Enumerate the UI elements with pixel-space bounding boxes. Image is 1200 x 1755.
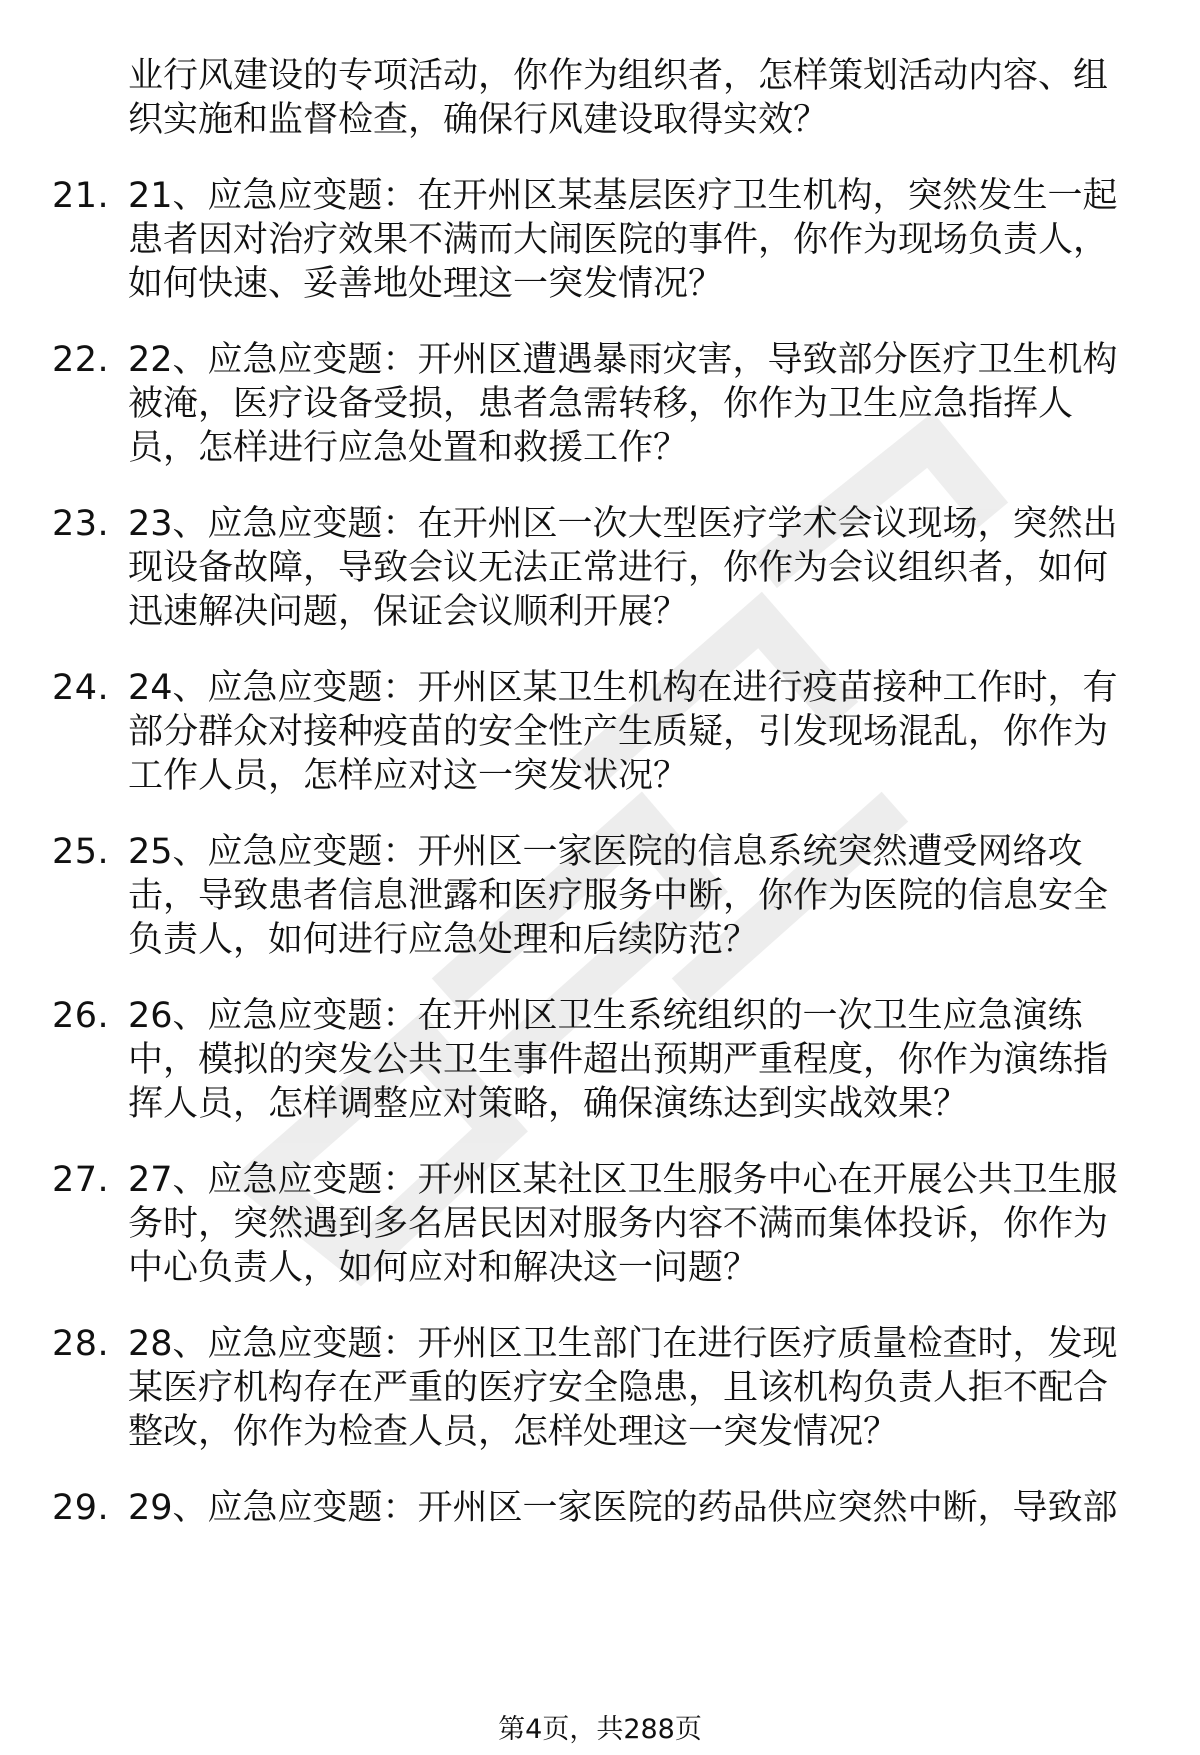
item-text: 26、应急应变题：在开州区卫生系统组织的一次卫生应急演练 中，模拟的突发公共卫生事件超出预期严重程度，你作为演练指 挥人员，怎样调整应对策略，确保演练达到实战效果？ — [128, 996, 1109, 1124]
item-text: 27、应急应变题：开州区某社区卫生服务中心在开展公共卫生服 务时，突然遇到多名居民因对服务内容不满而集体投诉，你作为 中心负责人，如何应对和解决这一问题？ — [128, 1160, 1118, 1288]
item-number: 26. — [52, 996, 110, 1036]
item-number: 28. — [52, 1324, 110, 1364]
item-text: 25、应急应变题：开州区一家医院的信息系统突然遭受网络攻 击，导致患者信息泄露和医疗服务中断，你作为医院的信息安全 负责人，如何进行应急处理和后续防范？ — [128, 832, 1109, 960]
item-text: 22、应急应变题：开州区遭遇暴雨灾害，导致部分医疗卫生机构 被淹，医疗设备受损，患者急需转移，你作为卫生应急指挥人 员，怎样进行应急处置和救援工作？ — [128, 340, 1118, 468]
page-number-footer: 第4页，共288页 — [498, 1714, 702, 1745]
item-number: 27. — [52, 1160, 110, 1200]
item-number: 23. — [52, 504, 110, 544]
item-text: 28、应急应变题：开州区卫生部门在进行医疗质量检查时，发现 某医疗机构存在严重的医疗安全隐患，且该机构负责人拒不配合 整改，你作为检查人员，怎样处理这一突发情况？ — [128, 1324, 1118, 1452]
continuation-text: 业行风建设的专项活动，你作为组织者，怎样策划活动内容、组 织实施和监督检查，确保行风建设取得实效？ — [128, 56, 1109, 140]
item-number: 22. — [52, 340, 110, 380]
item-number: 24. — [52, 668, 110, 708]
item-number: 21. — [52, 176, 110, 216]
item-text: 24、应急应变题：开州区某卫生机构在进行疫苗接种工作时，有 部分群众对接种疫苗的安全性产生质疑，引发现场混乱，你作为 工作人员，怎样应对这一突发状况？ — [128, 668, 1118, 796]
item-number: 25. — [52, 832, 110, 872]
item-number: 29. — [52, 1488, 110, 1528]
item-text: 23、应急应变题：在开州区一次大型医疗学术会议现场，突然出 现设备故障，导致会议无法正常进行，你作为会议组织者，如何 迅速解决问题，保证会议顺利开展？ — [128, 504, 1118, 632]
item-text: 21、应急应变题：在开州区某基层医疗卫生机构，突然发生一起 患者因对治疗效果不满而大闹医院的事件，你作为现场负责人， 如何快速、妥善地处理这一突发情况？ — [128, 176, 1118, 304]
item-text: 29、应急应变题：开州区一家医院的药品供应突然中断，导致部 — [128, 1488, 1118, 1528]
